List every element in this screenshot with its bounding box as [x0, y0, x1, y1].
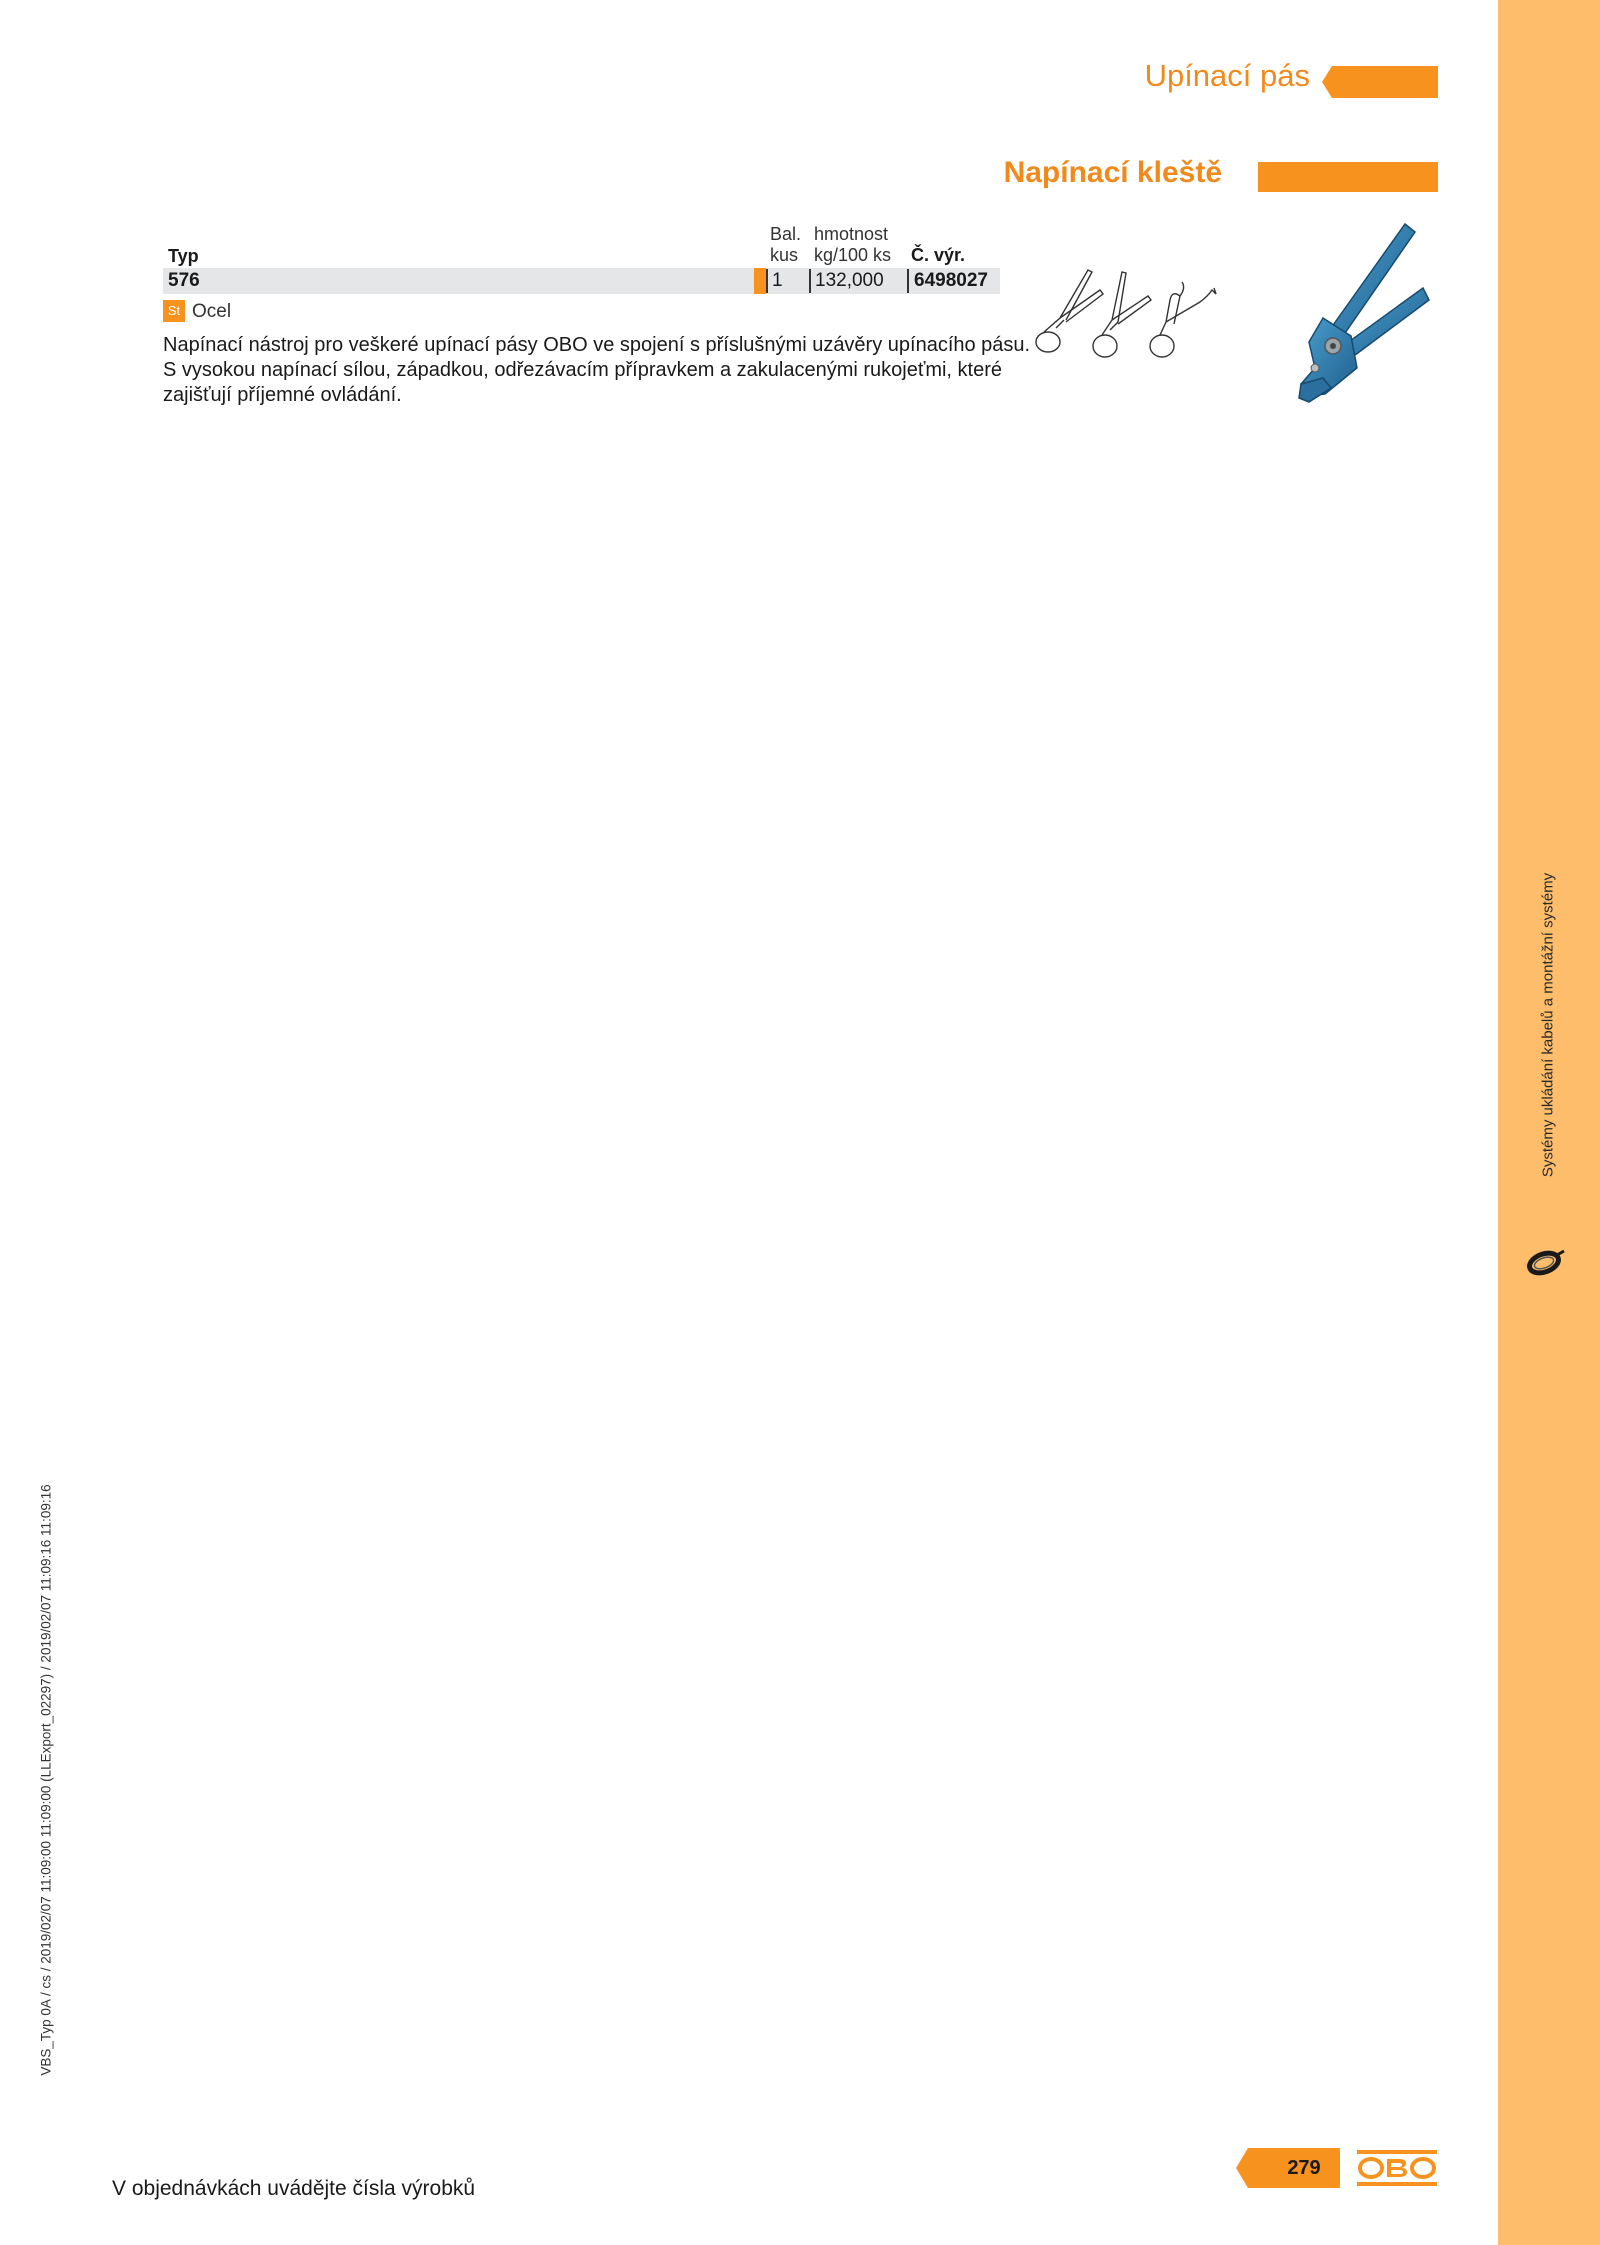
col-header-weight-line1: hmotnost: [814, 224, 889, 244]
cell-separator: [766, 269, 768, 293]
description-line: Napínací nástroj pro veškeré upínací pásy OBO ve spojení s příslušnými uzávěry upínacího pásu.: [163, 334, 1031, 356]
col-header-weight-line2: kg/100 ks: [814, 245, 892, 265]
page-number: 279: [1287, 2157, 1321, 2179]
cell-weight: 132,000: [815, 270, 884, 291]
section-tab: [1322, 66, 1438, 98]
print-metadata-text: VBS_Typ 0A / cs / 2019/02/07 11:09:00 11:09:00 (LLExport_02297) / 2019/02/07 11:09:16 11:09:16: [38, 1484, 54, 2076]
material-label: Ocel: [192, 301, 232, 322]
footer-note: V objednávkách uvádějte čísla výrobků: [112, 2177, 476, 2200]
cable-ring-icon: [1524, 1245, 1568, 1279]
tensioning-pliers-image: [1265, 218, 1433, 408]
col-header-pack-line1: Bal.: [770, 224, 802, 244]
col-header-article-no: Č. výr.: [911, 245, 966, 265]
description-line: S vysokou napínací sílou, západkou, odřezávacím přípravkem a zakulacenými rukojeťmi, které: [163, 359, 1003, 381]
product-description: [163, 333, 1031, 408]
material-badge: St: [163, 300, 185, 322]
product-title: Napínací kleště: [1003, 156, 1222, 189]
col-header-pack-line2: kus: [770, 245, 799, 265]
cell-separator: [907, 269, 909, 293]
cell-article-no: 6498027: [914, 270, 988, 291]
section-title: Upínací pás: [1144, 58, 1310, 93]
row-marker: [754, 268, 766, 294]
obo-logo: [1357, 2150, 1437, 2186]
description-line: zajišťují příjemné ovládání.: [163, 384, 402, 406]
col-header-type: Typ: [168, 246, 199, 266]
sidebar-label-text: Systémy ukládání kabelů a montážní systémy: [1539, 872, 1557, 1178]
product-title-bar: [1258, 162, 1438, 192]
cell-pack: 1: [772, 270, 783, 291]
usage-sketch: [1030, 260, 1220, 370]
cell-separator: [809, 269, 811, 293]
cell-type: 576: [168, 270, 200, 291]
